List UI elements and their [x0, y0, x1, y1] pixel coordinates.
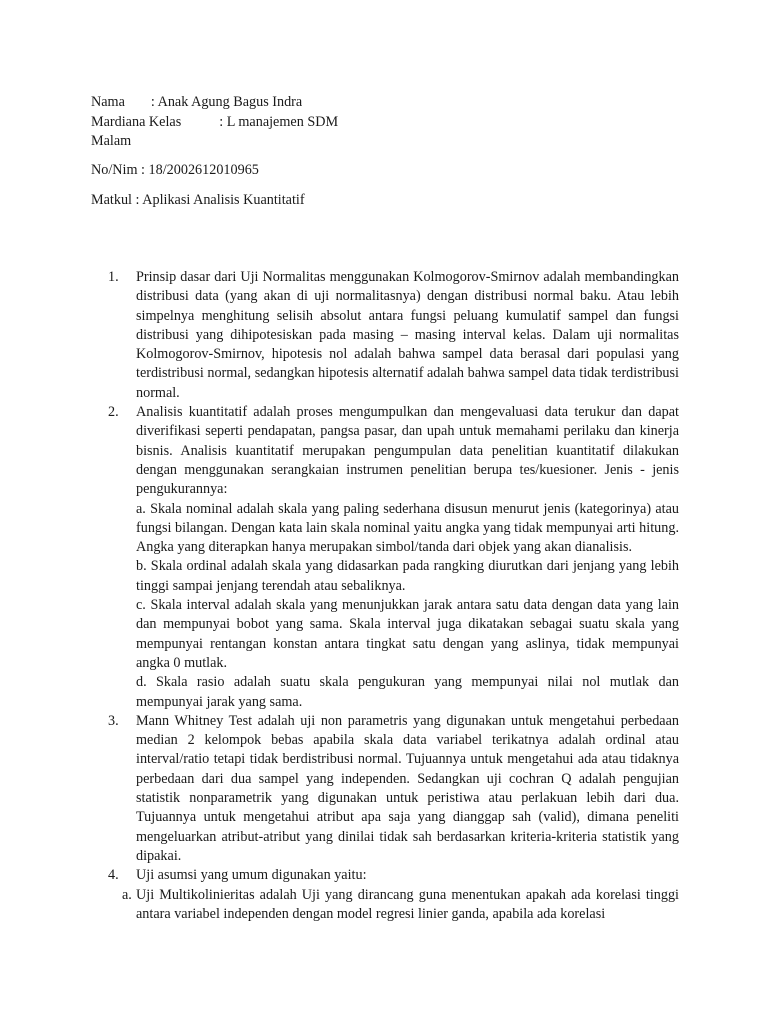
list-item-1: [108, 268, 679, 403]
list-item-text: Uji asumsi yang umum digunakan yaitu:: [136, 867, 367, 884]
list-number: 1.: [108, 269, 119, 285]
sub-item-b: b. Skala ordinal adalah skala yang didasarkan pada rangking diurutkan dari jenjang yang lebih tinggi sampai jenjang terendah atau sebaliknya.: [136, 558, 679, 594]
sub-list-item-a: [122, 886, 679, 925]
list-item-text: Prinsip dasar dari Uji Normalitas menggunakan Kolmogorov-Smirnov adalah membandingkan distribusi data (yang akan di uji normalitasnya) dengan distribusi normal baku. Atau lebih simpelnya menghitung selisih absolut antara fungsi peluang kumulatif sampel dan fungsi distribusi yang dihipotesiskan pada masing – masing interval kelas. Dalam uji normalitas Kolmogorov-Smirnov, hipotesis nol adalah bahwa sampel data berasal dari populasi yang terdistribusi normal, sedangkan hipotesis alternatif adalah bahwa sampel data tidak terdistribusi normal.: [136, 269, 679, 401]
nama-value: : Anak Agung Bagus Indra: [150, 94, 303, 110]
nama-line: [91, 93, 691, 112]
list-item-4: [108, 866, 679, 885]
sub-item-a: a. Skala nominal adalah skala yang paling sederhana disusun menurut jenis (kategorinya) atau fungsi bilangan. Dengan kata lain skala nominal yaitu angka yang tidak mempunyai arti hitung. Angka yang diterapkan hanya merupakan simbol/tanda dari objek yang akan dianalisis.: [136, 500, 679, 556]
matkul-line: Matkul : Aplikasi Analisis Kuantitatif: [91, 192, 305, 208]
list-number: 3.: [108, 712, 119, 729]
sub-item-d: d. Skala rasio adalah suatu skala pengukuran yang mempunyai nilai nol mutlak dan mempunyai jarak yang sama.: [136, 674, 679, 710]
list-item-text: Mann Whitney Test adalah uji non parametris yang digunakan untuk mengetahui perbedaan median 2 kelompok bebas apabila skala data variabel terikatnya adalah ordinal atau interval/ratio tetapi tidak berdistribusi normal. Tujuannya untuk mengetahui ada atau tidaknya perbedaan dari dua sampel yang independen. Sedangkan uji cochran Q adalah pengujian statistik nonparametrik yang digunakan untuk peristiwa atau perlakuan lebih dari dua. Tujuannya untuk mengetahui atribut apa saja yang dianggap sah (valid), dimana peneliti mengeluarkan atribut-atribut yang dinilai tidak sah berdasarkan kriteria-kriteria statistik yang dipakai.: [136, 712, 679, 864]
kelas-label: Mardiana Kelas: [91, 114, 182, 130]
kelas-line: [91, 113, 691, 132]
list-number: 4.: [108, 867, 119, 884]
sub-list-text: Uji Multikolinieritas adalah Uji yang dirancang guna menentukan apakah ada korelasi tinggi antara variabel independen dengan model regresi linier ganda, apabila ada korelasi: [136, 886, 679, 922]
sub-item-c: c. Skala interval adalah skala yang menunjukkan jarak antara satu data dengan data yang lain dan mempunyai bobot yang sama. Skala interval juga dikatakan sebagai suatu skala yang mempunyai rentangan konstan antara tingkat satu dengan yang aslinya, tidak mempunyai angka 0 mutlak.: [136, 597, 679, 671]
sub-list-label: a.: [122, 886, 132, 903]
list-item-text: Analisis kuantitatif adalah proses mengumpulkan dan mengevaluasi data terukur dan dapat diverifikasi seperti pendapatan, pangsa pasar, dan upah untuk memahami perilaku dan kinerja bisnis. Analisis kuantitatif merupakan pengumpulan data penelitian kuantitatif dilakukan dengan menggunakan serangkaian instrumen penelitian berupa tes/kuesioner. Jenis - jenis pengukurannya:: [136, 404, 679, 498]
list-number: 2.: [108, 404, 119, 421]
kelas-value: : L manajemen SDM: [219, 114, 339, 130]
malam-line: Malam: [91, 133, 132, 149]
list-item-2: [108, 403, 679, 712]
nim-line: No/Nim : 18/2002612010965: [91, 162, 259, 178]
answer-list: [0, 268, 768, 924]
list-item-3: [108, 712, 679, 866]
nama-label: Nama: [91, 94, 125, 110]
